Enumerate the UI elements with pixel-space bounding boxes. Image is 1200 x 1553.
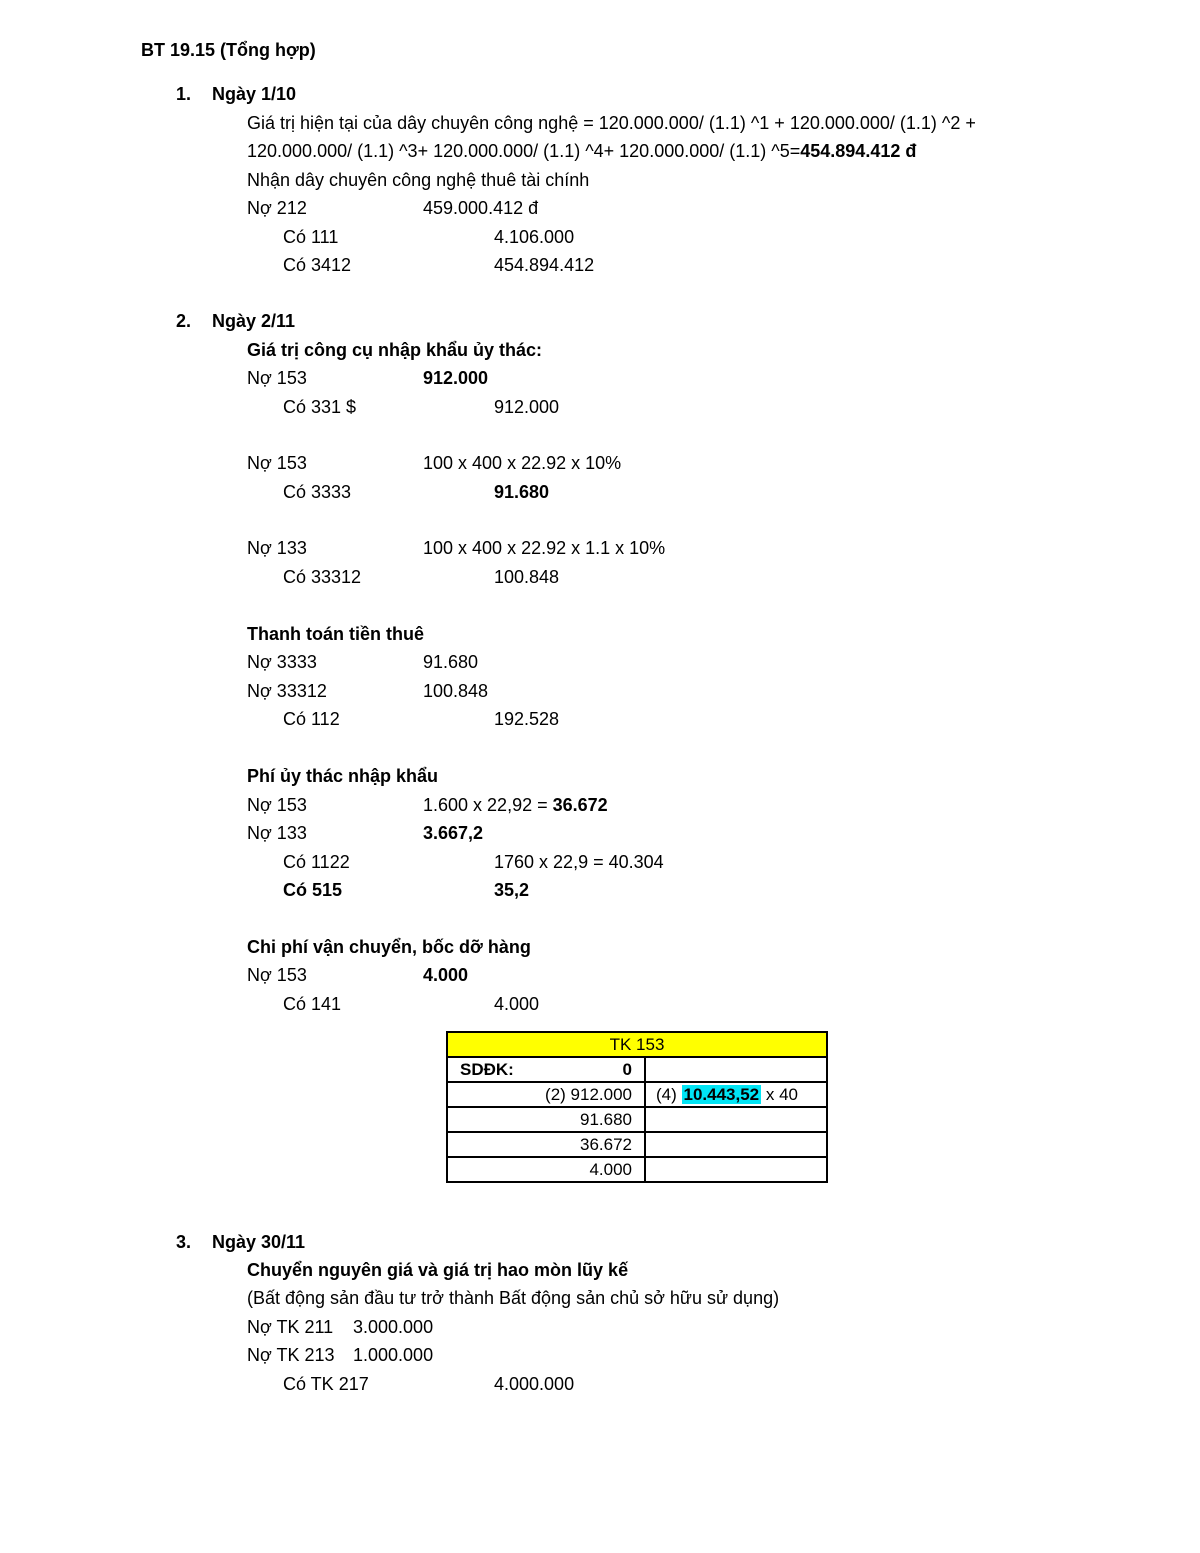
t-account-debit-cell: (2) 912.000 <box>447 1082 645 1107</box>
s1-entry-3-account: Có 3412 <box>283 255 352 275</box>
s2-a1-account: Nợ 153 <box>247 368 307 388</box>
s2-f1-result: 36.672 <box>552 795 608 815</box>
credit-multiplier: x 40 <box>761 1085 798 1104</box>
s2-b2-account: Có 3333 <box>283 482 352 502</box>
s2-d3-value: 192.528 <box>494 709 560 729</box>
s2-f3-account: Có 1122 <box>283 852 350 872</box>
s2-f1-value <box>423 792 608 818</box>
s2-subheading-1: Giá trị công cụ nhập khẩu ủy thác: <box>247 340 543 360</box>
s3-subheading-1: Chuyển nguyên giá và giá trị hao mòn lũy kế <box>247 1260 629 1280</box>
section-3-number: 3. <box>176 1232 192 1252</box>
section-3-heading: Ngày 30/11 <box>212 1232 306 1252</box>
s2-b1-value: 100 x 400 x 22.92 x 10% <box>423 453 622 473</box>
s2-subheading-3: Phí ủy thác nhập khẩu <box>247 766 439 786</box>
opening-balance-value: 0 <box>622 1060 632 1079</box>
t-account-debit-cell: 4.000 <box>447 1157 645 1182</box>
s2-d2-account: Nợ 33312 <box>247 681 327 701</box>
s3-h2-account: Nợ TK 213 <box>247 1345 335 1365</box>
s2-f1-account: Nợ 153 <box>247 795 307 815</box>
t-account-credit-cell <box>645 1057 827 1082</box>
s1-formula-line-2 <box>247 138 916 164</box>
s2-f3-value: 1760 x 22,9 = 40.304 <box>494 852 664 872</box>
s3-h1-value: 3.000.000 <box>353 1317 434 1337</box>
s2-g2-value: 4.000 <box>494 994 540 1014</box>
s2-d1-value: 91.680 <box>423 652 479 672</box>
table-row <box>447 1057 827 1082</box>
s1-formula-line-2-text: 120.000.000/ (1.1) ^3+ 120.000.000/ (1.1) ^4+ 120.000.000/ (1.1) ^5= <box>247 141 801 161</box>
s2-c2-value: 100.848 <box>494 567 560 587</box>
credit-highlighted-value: 10.443,52 <box>683 1085 760 1104</box>
opening-balance-label: SDĐK: <box>460 1060 514 1079</box>
t-account-credit-cell <box>645 1082 827 1107</box>
s3-h3-value: 4.000.000 <box>494 1374 575 1394</box>
s2-c1-account: Nợ 133 <box>247 538 307 558</box>
s2-c1-value: 100 x 400 x 22.92 x 1.1 x 10% <box>423 538 666 558</box>
s1-entry-1-account: Nợ 212 <box>247 198 307 218</box>
table-row <box>447 1157 827 1182</box>
s1-formula-line-1: Giá trị hiện tại của dây chuyên công nghệ = 120.000.000/ (1.1) ^1 + 120.000.000/ (1.1) ^2 + <box>247 113 976 133</box>
s2-d3-account: Có 112 <box>283 709 340 729</box>
section-1-heading: Ngày 1/10 <box>212 84 297 104</box>
section-2-number: 2. <box>176 311 192 331</box>
s3-h3-account: Có TK 217 <box>283 1374 369 1394</box>
t-account-debit-cell: 36.672 <box>447 1132 645 1157</box>
t-account-credit-cell <box>645 1132 827 1157</box>
table-row <box>447 1107 827 1132</box>
s2-b2-value: 91.680 <box>494 482 550 502</box>
document-title: BT 19.15 (Tổng hợp) <box>141 40 316 60</box>
s2-a1-value: 912.000 <box>423 368 489 388</box>
s2-c2-account: Có 33312 <box>283 567 362 587</box>
table-row <box>447 1082 827 1107</box>
s2-f2-account: Nợ 133 <box>247 823 307 843</box>
t-account-header: TK 153 <box>447 1032 827 1057</box>
s2-subheading-4: Chi phí vận chuyển, bốc dỡ hàng <box>247 937 531 957</box>
t-account-opening-balance <box>447 1057 645 1082</box>
s2-g2-account: Có 141 <box>283 994 342 1014</box>
s1-description: Nhận dây chuyên công nghệ thuê tài chính <box>247 170 590 190</box>
s3-subheading-2: (Bất động sản đầu tư trở thành Bất động sản chủ sở hữu sử dụng) <box>247 1288 780 1308</box>
s2-f1-formula: 1.600 x 22,92 = <box>423 795 553 815</box>
credit-ref: (4) <box>656 1085 682 1104</box>
t-account-header-row <box>447 1032 827 1057</box>
s2-g1-account: Nợ 153 <box>247 965 307 985</box>
table-row <box>447 1132 827 1157</box>
s1-present-value: 454.894.412 đ <box>800 141 917 161</box>
s1-entry-2-account: Có 111 <box>283 227 339 247</box>
s1-entry-3-value: 454.894.412 <box>494 255 595 275</box>
s3-h1-account: Nợ TK 211 <box>247 1317 334 1337</box>
section-1-number: 1. <box>176 84 192 104</box>
s2-b1-account: Nợ 153 <box>247 453 307 473</box>
s2-f4-value: 35,2 <box>494 880 530 900</box>
s2-g1-value: 4.000 <box>423 965 469 985</box>
s2-d2-value: 100.848 <box>423 681 489 701</box>
section-2-heading: Ngày 2/11 <box>212 311 296 331</box>
s2-a2-account: Có 331 $ <box>283 397 357 417</box>
t-account-debit-cell: 91.680 <box>447 1107 645 1132</box>
s2-subheading-2: Thanh toán tiền thuê <box>247 624 424 644</box>
s3-h2-value: 1.000.000 <box>353 1345 434 1365</box>
s1-entry-2-value: 4.106.000 <box>494 227 575 247</box>
t-account-153 <box>446 1031 828 1183</box>
s1-entry-1-value: 459.000.412 đ <box>423 198 539 218</box>
t-account-credit-cell <box>645 1157 827 1182</box>
s2-a2-value: 912.000 <box>494 397 560 417</box>
s2-f4-account: Có 515 <box>283 880 343 900</box>
t-account-credit-cell <box>645 1107 827 1132</box>
s2-d1-account: Nợ 3333 <box>247 652 317 672</box>
s2-f2-value: 3.667,2 <box>423 823 484 843</box>
